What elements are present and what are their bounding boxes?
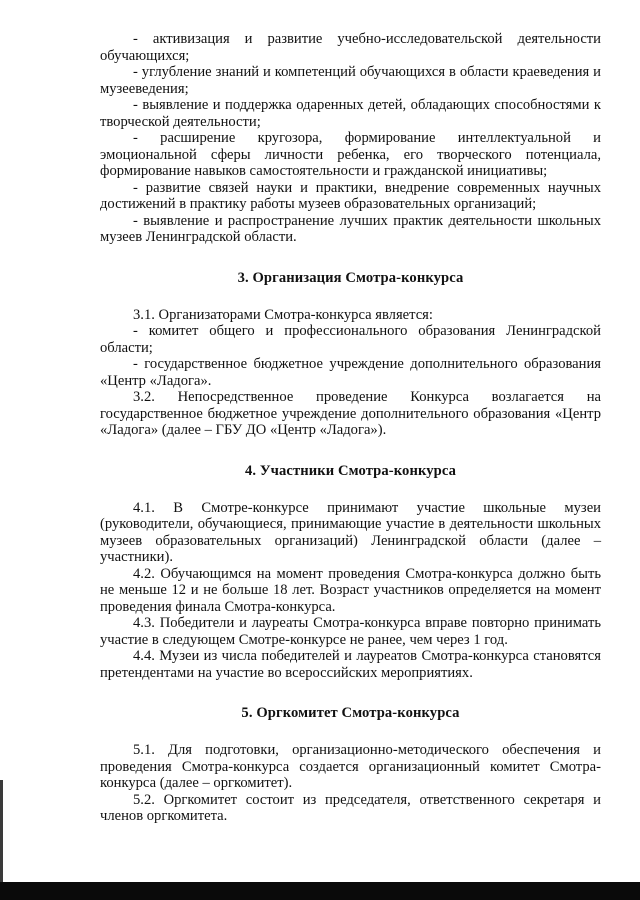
scan-bottom-edge-shadow [0,882,640,900]
goal-item: - активизация и развитие учебно-исследовательской деятельности обучающихся; [100,31,601,64]
section-5-heading: 5. Оргкомитет Смотра-конкурса [241,705,460,721]
goal-item: - выявление и поддержка одаренных детей, обладающих способностями к творческой деятельности; [100,97,601,130]
goals-list [100,31,601,246]
paragraph-4-1: 4.1. В Смотре-конкурсе принимают участие школьные музеи (руководители, обучающиеся, принимающие участие в деятельности школьных музеев образовательных организаций) Ленинградской области (далее – участники). [100,499,601,565]
document-body [100,31,601,825]
goal-item: - выявление и распространение лучших практик деятельности школьных музеев Ленинградской области. [100,212,601,245]
paragraph-3-2: 3.2. Непосредственное проведение Конкурса возлагается на государственное бюджетное учреждение дополнительного образования «Центр «Ладога» (далее – ГБУ ДО «Центр «Ладога»). [100,389,601,438]
paragraph-5-1: 5.1. Для подготовки, организационно-методического обеспечения и проведения Смотра-конкурса создается организационный комитет Смотра-конкурса (далее – оргкомитет). [100,742,601,791]
paragraph-4-2: 4.2. Обучающимся на момент проведения Смотра-конкурса должно быть не меньше 12 и не больше 18 лет. Возраст участников определяется на момент проведения финала Смотра-конкурса. [100,565,601,615]
paragraph-5-2: 5.2. Оргкомитет состоит из председателя, ответственного секретаря и членов оргкомитета. [100,791,601,824]
goal-item: - углубление знаний и компетенций обучающихся в области краеведения и музееведения; [100,64,601,97]
goal-item: - развитие связей науки и практики, внедрение современных научных достижений в практику работы музеев образовательных организаций; [100,179,601,212]
paragraph-3-1: 3.1. Организаторами Смотра-конкурса является: [133,306,433,323]
section-3-heading: 3. Организация Смотра-конкурса [237,269,464,286]
paragraph-4-4: 4.4. Музеи из числа победителей и лауреатов Смотра-конкурса становятся претендентами на участие во всероссийских мероприятиях. [100,648,601,681]
paragraph-3-1-item: - государственное бюджетное учреждение дополнительного образования «Центр «Ладога». [100,356,601,389]
paragraph-4-3: 4.3. Победители и лауреаты Смотра-конкурса вправе повторно принимать участие в следующем Смотре-конкурсе не ранее, чем через 1 год. [100,615,601,648]
section-4-heading: 4. Участники Смотра-конкурса [244,462,457,479]
goal-item: - расширение кругозора, формирование интеллектуальной и эмоциональной сферы личности ребенка, его творческого потенциала, формирование навыков самостоятельности и гражданской инициативы; [100,130,601,179]
paragraph-3-1-item: - комитет общего и профессионального образования Ленинградской области; [100,323,601,356]
